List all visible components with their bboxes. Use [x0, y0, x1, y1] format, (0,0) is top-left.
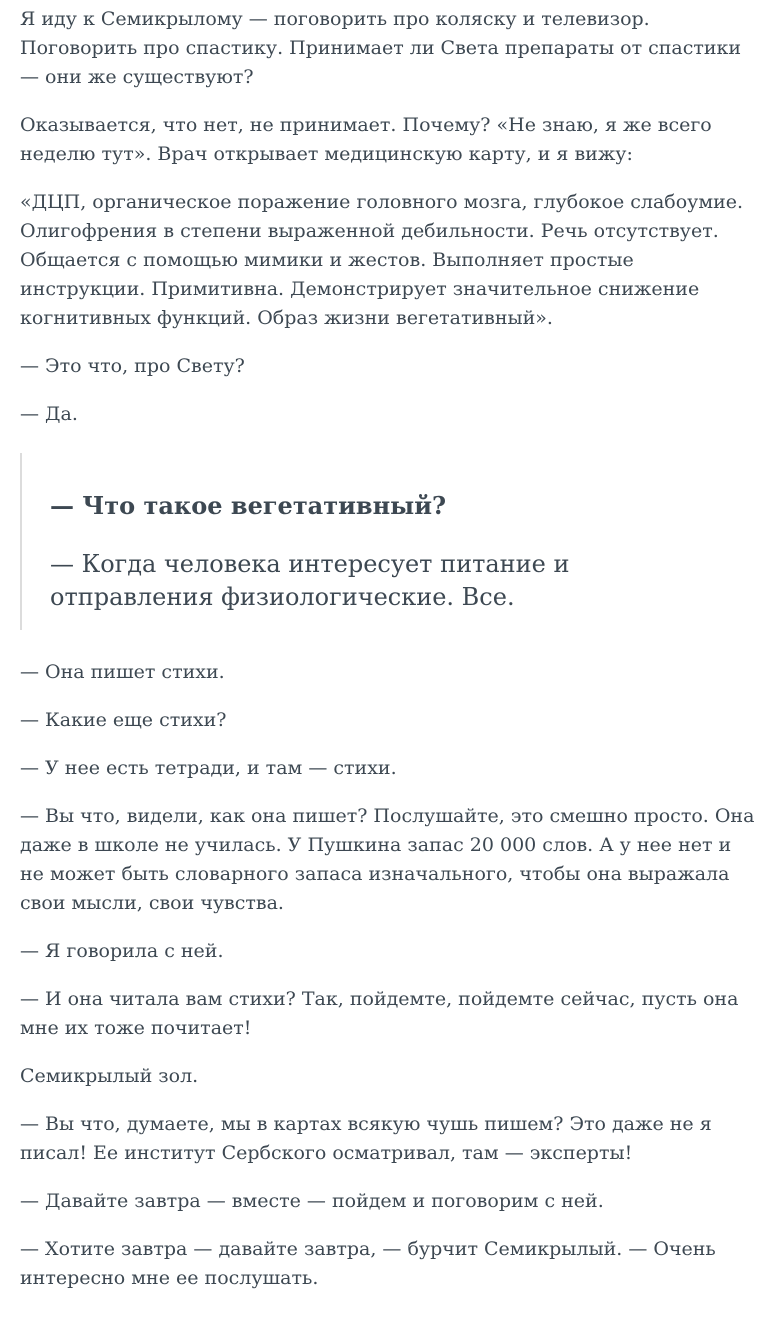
pull-quote-question: — Что такое вегетативный?	[50, 491, 447, 520]
pull-quote-answer: — Когда человека интересует питание и отправления физиологические. Все.	[50, 550, 570, 611]
paragraph: — Давайте завтра — вместе — пойдем и поговорим с ней.	[20, 1190, 604, 1212]
paragraph: — Хотите завтра — давайте завтра, — бурчит Семикрылый. — Очень интересно мне ее послушать.	[20, 1238, 716, 1289]
paragraph: — Какие еще стихи?	[20, 709, 227, 731]
paragraph: Семикрылый зол.	[20, 1065, 199, 1087]
paragraph: — Да.	[20, 403, 78, 425]
paragraph: — Она пишет стихи.	[20, 661, 225, 683]
paragraph: — Вы что, видели, как она пишет? Послушайте, это смешно просто. Она даже в школе не училась. У Пушкина запас 20 000 слов. А у нее нет и не может быть словарного запаса изначального, чтобы она выражала свои мысли, свои чувства.	[20, 805, 755, 914]
paragraph: — У нее есть тетради, и там — стихи.	[20, 757, 397, 779]
paragraph: Оказывается, что нет, не принимает. Почему? «Не знаю, я же всего неделю тут». Врач открывает медицинскую карту, и я вижу:	[20, 114, 712, 165]
paragraphs-before-quote	[20, 5, 756, 429]
paragraph: — Вы что, думаете, мы в картах всякую чушь пишем? Это даже не я писал! Ее институт Сербского осматривал, там — эксперты!	[20, 1113, 712, 1164]
paragraph: — Я говорила с ней.	[20, 940, 224, 962]
paragraph: — И она читала вам стихи? Так, пойдемте, пойдемте сейчас, пусть она мне их тоже почитает!	[20, 988, 739, 1039]
paragraph: «ДЦП, органическое поражение головного мозга, глубокое слабоумие. Олигофрения в степени выраженной дебильности. Речь отсутствует. Общается с помощью мимики и жестов. Выполняет простые инструкции. Примитивна. Демонстрирует значительное снижение когнитивных функций. Образ жизни вегетативный».	[20, 191, 744, 329]
paragraph: — Это что, про Свету?	[20, 355, 245, 377]
pull-quote	[20, 453, 756, 630]
paragraphs-after-quote	[20, 658, 756, 1293]
paragraph: Я иду к Семикрылому — поговорить про коляску и телевизор. Поговорить про спастику. Принимает ли Света препараты от спастики — они же существуют?	[20, 8, 742, 88]
